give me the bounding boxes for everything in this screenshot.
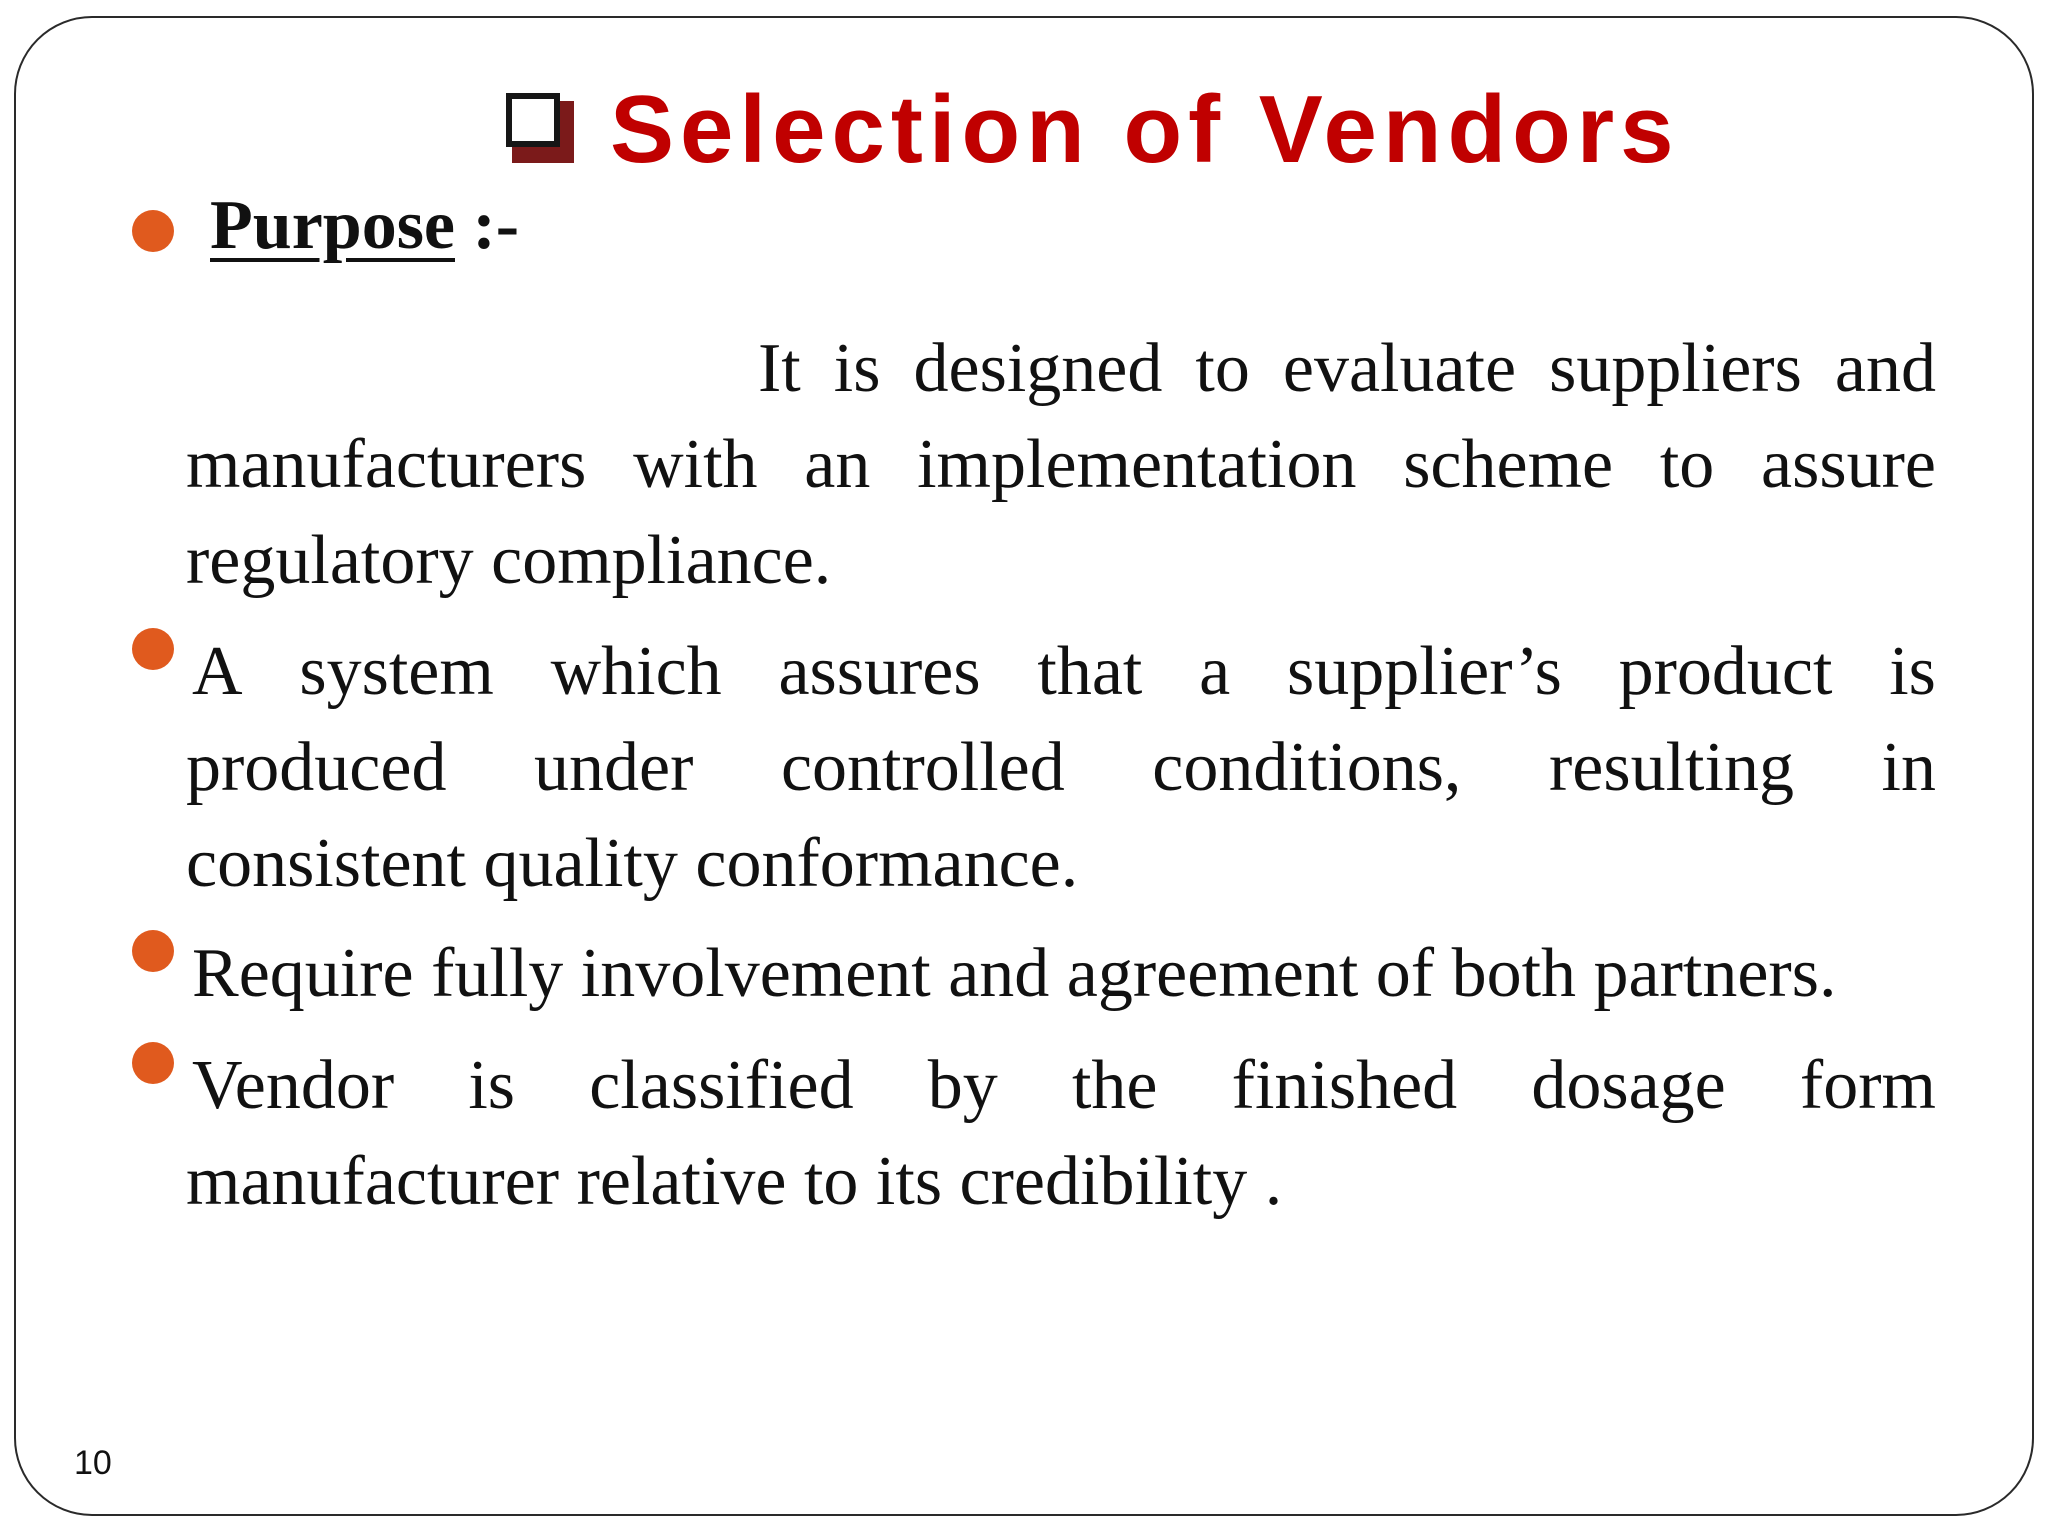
slide-title: Selection of Vendors xyxy=(610,76,1680,183)
bullet-dot-icon xyxy=(132,628,174,670)
bullet-dot-icon xyxy=(132,930,174,972)
bullet4-line-2: manufacturer relative to its credibility . xyxy=(186,1143,1283,1220)
bullet-dot-icon xyxy=(132,210,174,252)
checkbox-bullet-icon xyxy=(506,93,576,167)
slide xyxy=(14,16,2034,1516)
purpose-heading-label: Purpose xyxy=(210,187,455,264)
bullet2-line-1: A system which assures that a supplier’s product is xyxy=(192,633,1936,710)
page-number: 10 xyxy=(74,1444,112,1482)
bullet2-line-2: produced under controlled conditions, resulting in xyxy=(186,729,1936,806)
purpose-line-1: It is designed to evaluate suppliers and xyxy=(758,330,1936,407)
purpose-line-3: regulatory compliance. xyxy=(186,522,832,599)
bullet2-line-3: consistent quality conformance. xyxy=(186,825,1079,902)
purpose-line-2: manufacturers with an implementation scheme to assure xyxy=(186,426,1936,503)
bullet4-line-1: Vendor is classified by the finished dosage form xyxy=(192,1047,1936,1124)
purpose-heading xyxy=(210,178,519,274)
bullet-dot-icon xyxy=(132,1042,174,1084)
bullet3-line-1: Require fully involvement and agreement of both partners. xyxy=(192,935,1837,1012)
slide-title-row xyxy=(506,70,1680,190)
purpose-heading-suffix: :- xyxy=(455,187,520,264)
